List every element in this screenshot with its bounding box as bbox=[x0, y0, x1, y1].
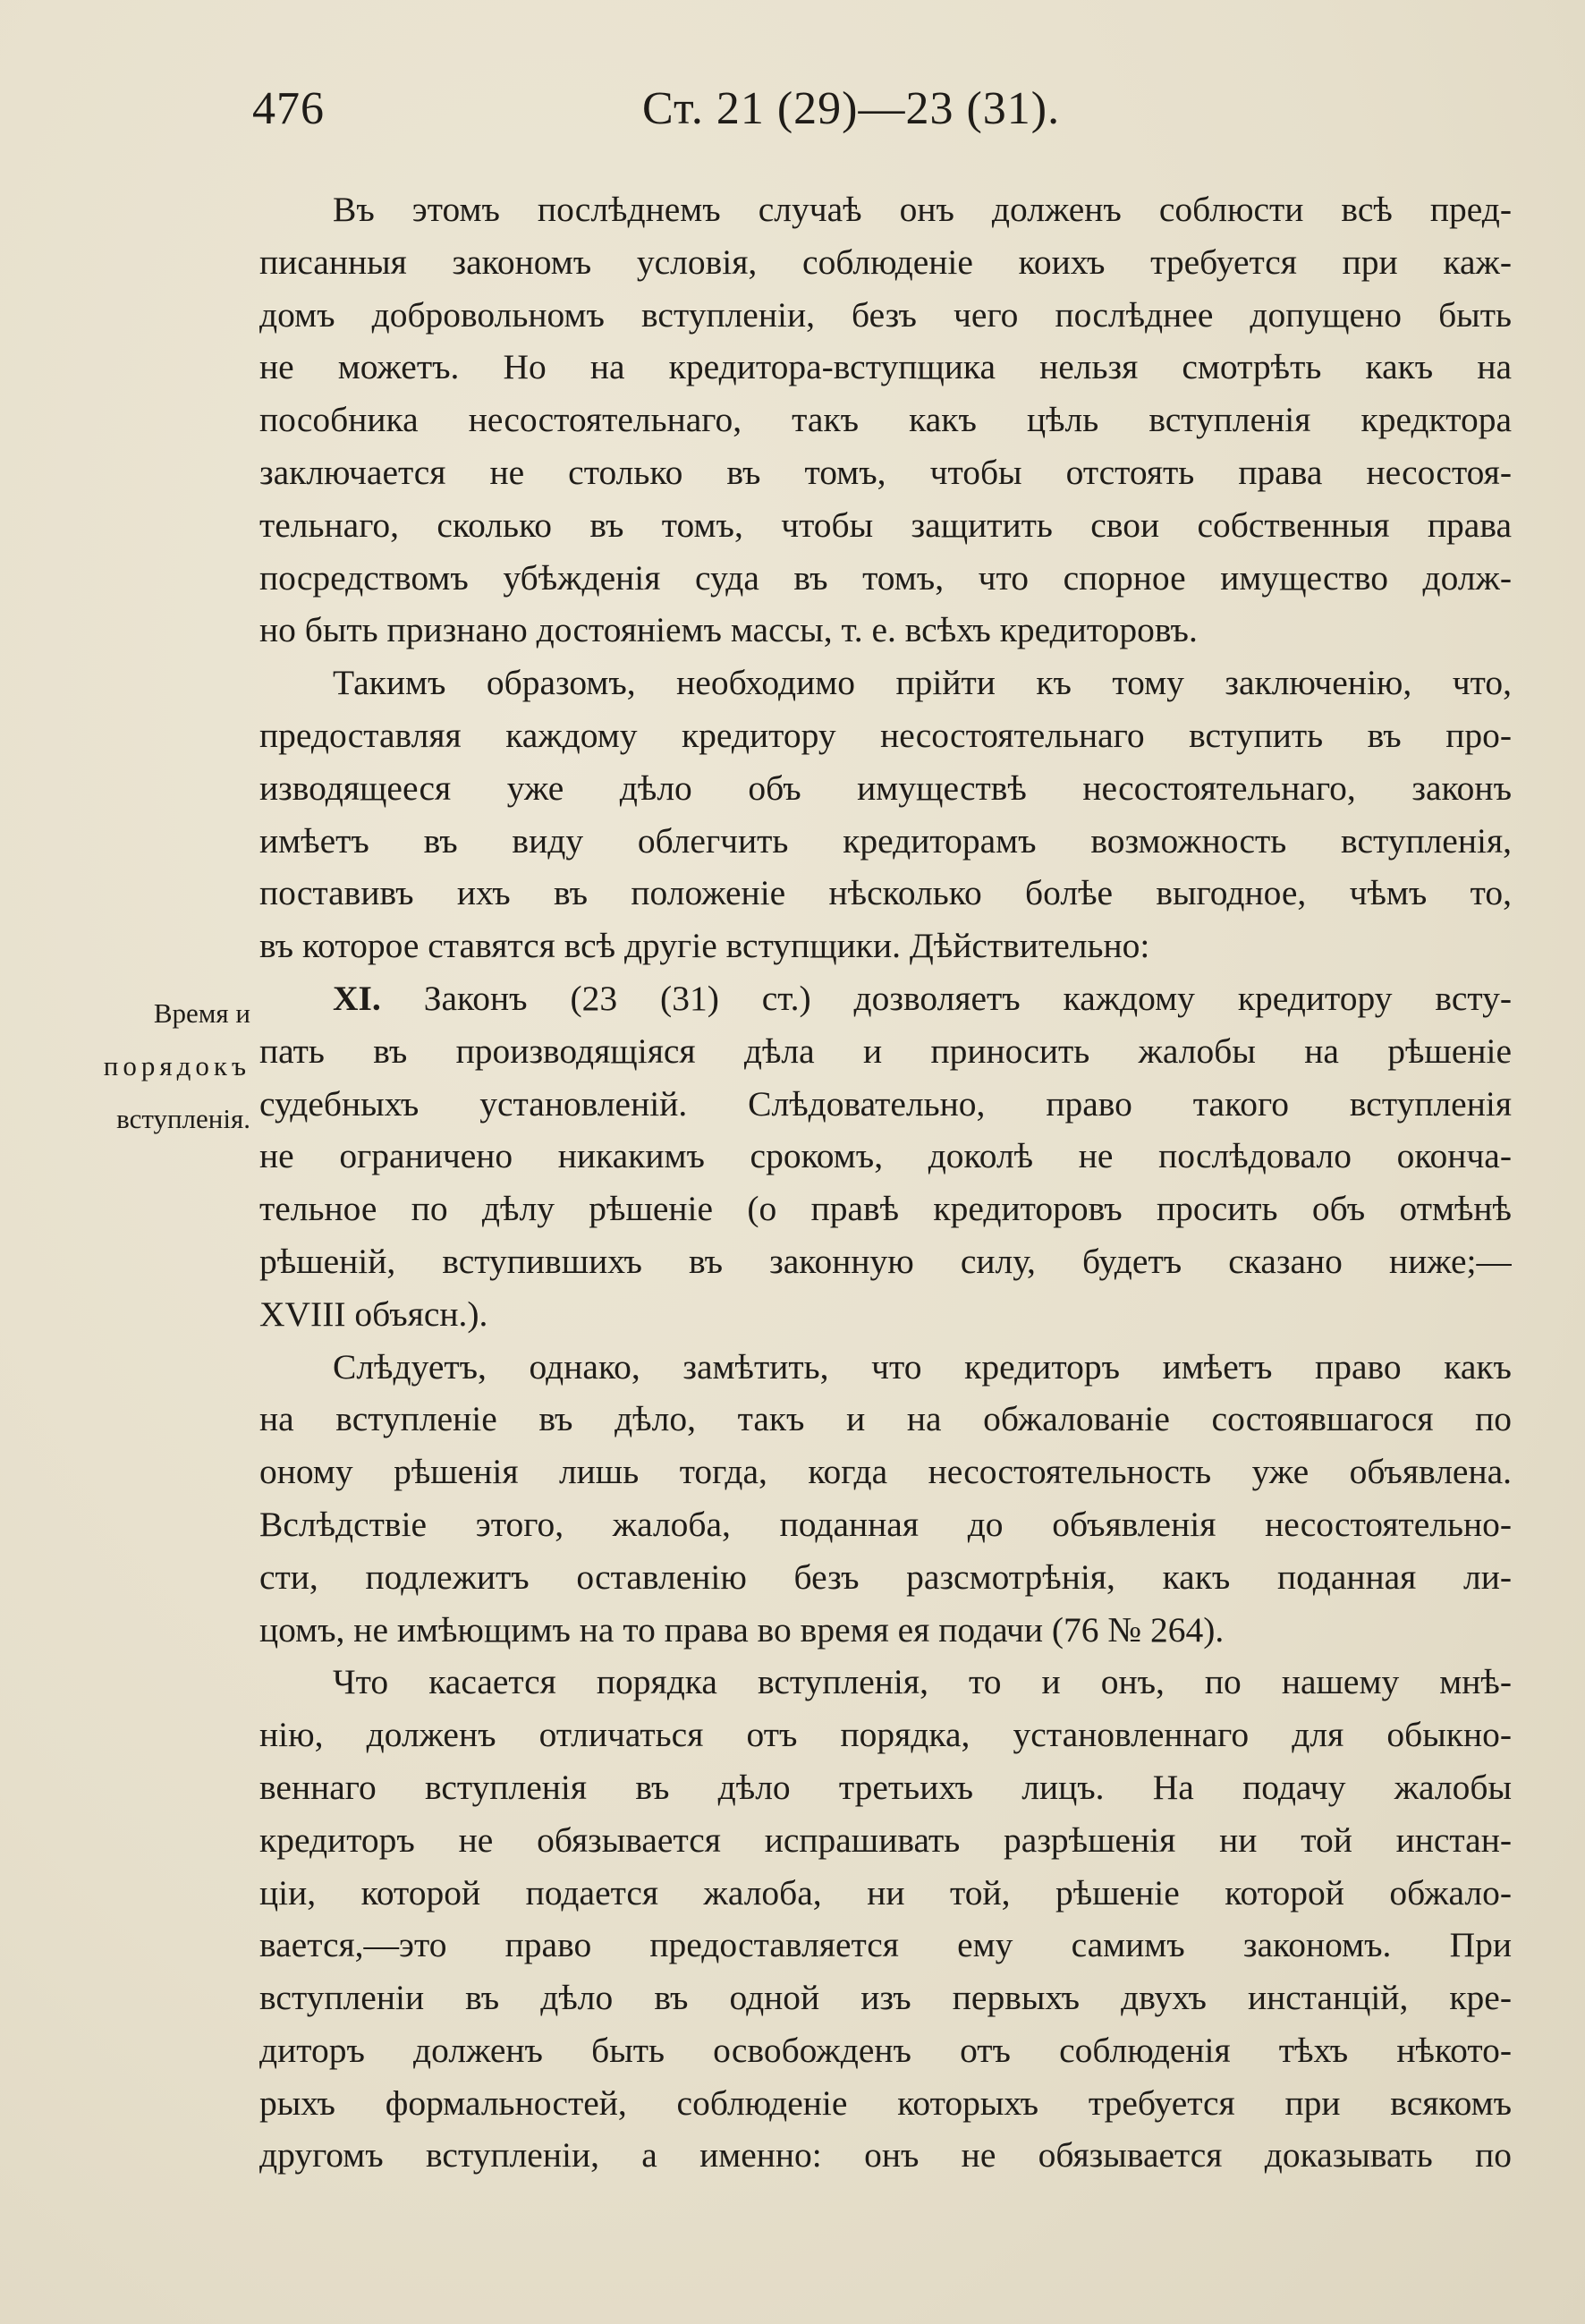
text-line: рѣшеній, вступившихъ въ законную силу, будетъ сказано ниже;— bbox=[259, 1241, 1512, 1281]
text-line: пать въ производящіяся дѣла и приносить жалобы на рѣшеніе bbox=[259, 1031, 1512, 1071]
text-line: кредиторъ не обязывается испрашивать разрѣшенія ни той инстан- bbox=[259, 1819, 1512, 1860]
paragraph bbox=[259, 1656, 1512, 2182]
text-line: Что касается порядка вступленія, то и онъ, по нашему мнѣ- bbox=[333, 1662, 1512, 1702]
paragraph bbox=[259, 183, 1512, 657]
text-line: изводящееся уже дѣло объ имуществѣ несостоятельнаго, законъ bbox=[259, 768, 1512, 808]
text-line: не ограничено никакимъ срокомъ, доколѣ не послѣдовало оконча- bbox=[259, 1136, 1512, 1176]
text-line: Вслѣдствіе этого, жалоба, поданная до объявленія несостоятельно- bbox=[259, 1504, 1512, 1544]
text-line: но быть признано достояніемъ массы, т. е. всѣхъ кредиторовъ. bbox=[259, 610, 1198, 650]
margin-note-line: Время и bbox=[153, 997, 250, 1029]
text-line: посредствомъ убѣжденія суда въ томъ, что спорное имущество долж- bbox=[259, 557, 1512, 598]
margin-note-line: порядокъ bbox=[103, 1049, 250, 1081]
text-line: пособника несостоятельнаго, такъ какъ цѣль вступленія кредктора bbox=[259, 400, 1512, 440]
text-line: заключается не столько въ томъ, чтобы отстоять права несостоя- bbox=[259, 452, 1512, 492]
text-line: XVIII объясн.). bbox=[259, 1293, 488, 1334]
paragraph-section-xi bbox=[259, 972, 1512, 1341]
text-line: сти, подлежитъ оставленію безъ разсмотрѣнія, какъ поданная ли- bbox=[259, 1556, 1512, 1597]
text-line: вается,—это право предоставляется ему самимъ закономъ. При bbox=[259, 1925, 1512, 1965]
text-line: тельнаго, сколько въ томъ, чтобы защитить свои собственныя права bbox=[259, 505, 1512, 545]
text-line-rest: Законъ (23 (31) ст.) дозволяетъ каждому кредитору всту- bbox=[423, 978, 1512, 1018]
text-line: веннаго вступленія въ дѣло третьихъ лицъ. На подачу жалобы bbox=[259, 1767, 1512, 1807]
text-line: нію, долженъ отличаться отъ порядка, установленнаго для обыкно- bbox=[259, 1715, 1512, 1755]
section-number: XI. bbox=[333, 978, 381, 1018]
text-line: домъ добровольномъ вступленіи, безъ чего послѣднее допущено быть bbox=[259, 294, 1512, 335]
text-line: имѣетъ въ виду облегчить кредиторамъ возможность вступленія, bbox=[259, 820, 1512, 861]
text-line: рыхъ формальностей, соблюденіе которыхъ требуется при всякомъ bbox=[259, 2082, 1512, 2123]
text-line: тельное по дѣлу рѣшеніе (о правѣ кредиторовъ просить объ отмѣнѣ bbox=[259, 1189, 1512, 1229]
text-line: писанныя закономъ условія, соблюденіе коихъ требуется при каж- bbox=[259, 242, 1512, 282]
text-line: не можетъ. Но на кредитора-вступщика нельзя смотрѣть какъ на bbox=[259, 347, 1512, 387]
paragraph bbox=[259, 657, 1512, 972]
margin-note-line: вступленія. bbox=[116, 1102, 250, 1134]
text-line: вступленіи въ дѣло въ одной изъ первыхъ двухъ инстанцій, кре- bbox=[259, 1978, 1512, 2018]
text-line: предоставляя каждому кредитору несостоятельнаго вступить въ про- bbox=[259, 715, 1512, 755]
page-number: 476 bbox=[252, 83, 325, 134]
running-head: Ст. 21 (29)—23 (31). bbox=[642, 83, 1061, 134]
text-line: судебныхъ установленій. Слѣдовательно, право такого вступленія bbox=[259, 1083, 1512, 1124]
text-line bbox=[259, 972, 1512, 1025]
text-line: оному рѣшенія лишь тогда, когда несостоятельность уже объявлена. bbox=[259, 1452, 1512, 1492]
text-line: диторъ долженъ быть освобожденъ отъ соблюденія тѣхъ нѣкото- bbox=[259, 2030, 1512, 2070]
body-text bbox=[259, 183, 1512, 2182]
text-line: на вступленіе въ дѣло, такъ и на обжалованіе состоявшагося по bbox=[259, 1399, 1512, 1439]
page-header bbox=[252, 73, 1513, 145]
paragraph bbox=[259, 1341, 1512, 1657]
text-line: ціи, которой подается жалоба, ни той, рѣшеніе которой обжало- bbox=[259, 1872, 1512, 1913]
text-line: Въ этомъ послѣднемъ случаѣ онъ долженъ соблюсти всѣ пред- bbox=[333, 190, 1512, 229]
text-line: Такимъ образомъ, необходимо прійти къ тому заключенію, что, bbox=[333, 663, 1512, 703]
text-line: другомъ вступленіи, а именно: онъ не обязывается доказывать по bbox=[259, 2135, 1512, 2176]
text-line: въ которое ставятся всѣ другіе вступщики. Дѣйствительно: bbox=[259, 926, 1150, 966]
text-line: цомъ, не имѣющимъ на то права во время ея подачи (76 № 264). bbox=[259, 1609, 1225, 1650]
text-line: поставивъ ихъ въ положеніе нѣсколько болѣе выгодное, чѣмъ то, bbox=[259, 873, 1512, 913]
margin-note bbox=[81, 988, 250, 1145]
text-line: Слѣдуетъ, однако, замѣтить, что кредиторъ имѣетъ право какъ bbox=[333, 1346, 1512, 1387]
